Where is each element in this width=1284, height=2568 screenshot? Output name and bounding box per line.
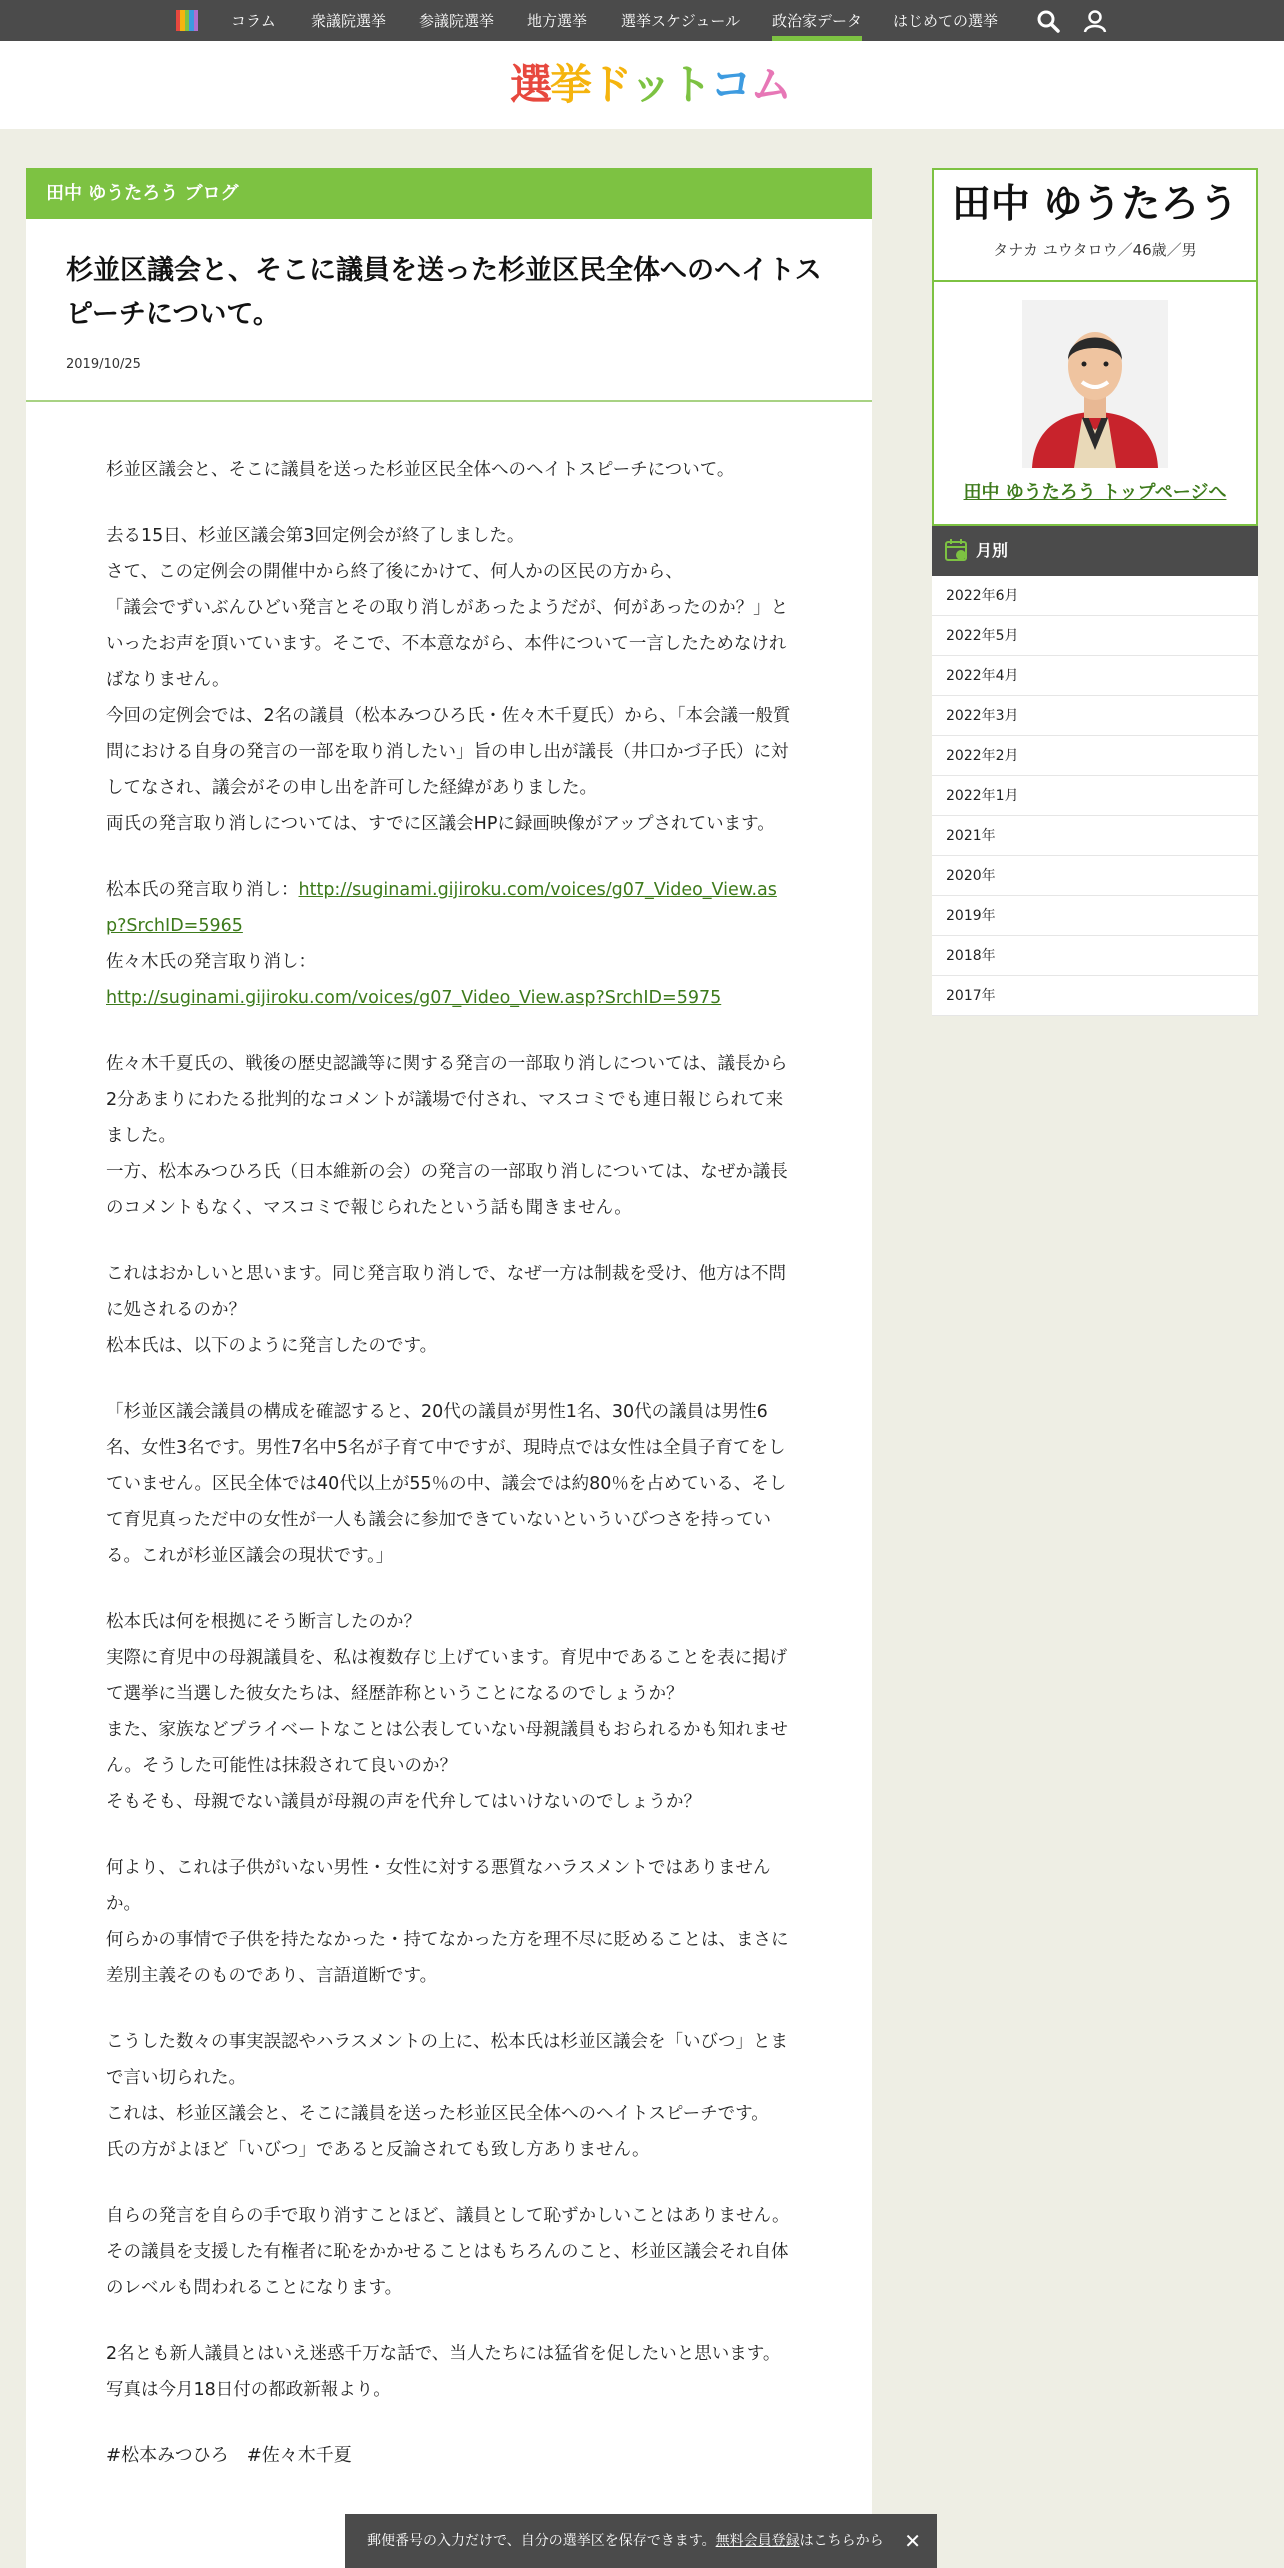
paragraph xyxy=(106,2024,792,2168)
text-line: 両氏の発言取り消しについては、すでに区議会HPに録画映像がアップされています。 xyxy=(106,814,775,834)
text-line: また、家族などプライベートなことは公表していない母親議員もおられるかも知れません。そうした可能性は抹殺されて良いのか？ xyxy=(106,1720,788,1776)
post-title: 杉並区議会と、そこに議員を送った杉並区民全体へのヘイトスピーチについて。 xyxy=(66,255,822,330)
hashtags[interactable]: #松本みつひろ #佐々木千夏 xyxy=(106,2445,352,2466)
text-line: 今回の定例会では、2名の議員（松本みつひろ氏・佐々木千夏氏）から、「本会議一般質問における自身の発言の一部を取り消したい」旨の申し出が議長（井口かづ子氏）に対してなされ、議会がその申し出を許可した経緯がありました。 xyxy=(106,706,791,798)
link-label: 松本氏の発言取り消し： xyxy=(106,880,299,900)
portrait-illustration xyxy=(1022,300,1168,468)
nav-item-councillors-election[interactable]: 参議院選挙 xyxy=(419,12,495,30)
nav-item-election-schedule[interactable]: 選挙スケジュール xyxy=(621,12,741,30)
nav-item-local-election[interactable]: 地方選挙 xyxy=(527,12,588,30)
month-item[interactable]: 2020年 xyxy=(932,856,1258,896)
text-line: そもそも、母親でない議員が母親の声を代弁してはいけないのでしょうか？ xyxy=(106,1792,701,1812)
notice-text: 郵便番号の入力だけで、自分の選挙区を保存できます。 xyxy=(367,2533,716,2549)
text-line: 写真は今月18日付の都政新報より。 xyxy=(106,2380,391,2400)
top-nav xyxy=(0,0,1284,41)
politician-photo[interactable] xyxy=(1022,300,1168,468)
logo-char: ド xyxy=(590,60,631,109)
paragraph xyxy=(106,2198,792,2306)
profile-card xyxy=(932,168,1258,526)
logo-char: ム xyxy=(750,60,791,109)
month-item[interactable]: 2022年6月 xyxy=(932,576,1258,616)
text-line: 佐々木千夏氏の、戦後の歴史認識等に関する発言の一部取り消しについては、議長から2分あまりにわたる批判的なコメントが議場で付され、マスコミでも連日報じられて来ました。 xyxy=(106,1054,788,1146)
month-item[interactable]: 2018年 xyxy=(932,936,1258,976)
matsumoto-video-link[interactable]: http://suginami.gijiroku.com/voices/g07_Video_View.asp?SrchID=5965 xyxy=(106,880,777,936)
text-line: 一方、松本みつひろ氏（日本維新の会）の発言の一部取り消しについては、なぜか議長のコメントもなく、マスコミで報じられたという話も聞きません。 xyxy=(106,1162,788,1218)
text-line: 「杉並区議会議員の構成を確認すると、20代の議員が男性1名、30代の議員は男性6名、女性3名です。男性7名中5名が子育て中ですが、現時点では女性は全員子育てをしていません。区民全体では40代以上が55％の中、議会では約80％を占めている、そして育児真っただ中の女性が一人も議会に参加できていないといういびつさを持っている。これが杉並区議会の現状です。」 xyxy=(106,1402,787,1566)
politician-top-page-link[interactable]: 田中 ゆうたろう トップページへ xyxy=(963,482,1227,503)
month-item[interactable]: 2022年1月 xyxy=(932,776,1258,816)
month-item[interactable]: 2019年 xyxy=(932,896,1258,936)
text-line: さて、この定例会の開催中から終了後にかけて、何人かの区民の方から、 xyxy=(106,562,683,582)
site-header xyxy=(0,41,1284,129)
politician-kana-age-gender: タナカ ユウタロウ／46歳／男 xyxy=(934,230,1256,282)
sidebar xyxy=(932,168,1258,1016)
blog-article xyxy=(26,168,872,2568)
blog-title-bar[interactable]: 田中 ゆうたろう ブログ xyxy=(26,168,872,219)
free-signup-link[interactable]: 無料会員登録 xyxy=(715,2533,800,2549)
text-line: こうした数々の事実誤認やハラスメントの上に、松本氏は杉並区議会を「いびつ」とまで言い切られた。 xyxy=(106,2032,788,2088)
paragraph xyxy=(106,1850,792,1994)
nav-item-column[interactable]: コラム xyxy=(231,12,276,30)
post-date: 2019/10/25 xyxy=(66,357,141,372)
close-icon[interactable]: ✕ xyxy=(904,2529,921,2553)
month-item[interactable]: 2022年2月 xyxy=(932,736,1258,776)
logo-char: 挙 xyxy=(550,60,591,109)
calendar-icon xyxy=(944,538,968,562)
paragraph xyxy=(106,2336,792,2408)
politician-name: 田中 ゆうたろう xyxy=(951,182,1239,227)
paragraph xyxy=(106,452,792,488)
site-logo[interactable] xyxy=(510,60,791,109)
nav-item-first-election[interactable]: はじめての選挙 xyxy=(893,12,999,30)
text-line: 杉並区議会と、そこに議員を送った杉並区民全体へのヘイトスピーチについて。 xyxy=(106,460,735,480)
monthly-heading-label: 月別 xyxy=(976,541,1009,560)
signup-notice-bar xyxy=(345,2514,937,2568)
post-body xyxy=(26,402,872,2474)
text-line: 2名とも新人議員とはいえ迷惑千万な話で、当人たちには猛省を促したいと思います。 xyxy=(106,2344,781,2364)
paragraph xyxy=(106,1046,792,1226)
nav-item-politician-data[interactable]: 政治家データ xyxy=(772,0,862,41)
paragraph xyxy=(106,518,792,842)
text-line: 「議会でずいぶんひどい発言とその取り消しがあったようだが、何があったのか？」といったお声を頂いています。そこで、不本意ながら、本件について一言したためなければなりません。 xyxy=(106,598,789,690)
paragraph xyxy=(106,1256,792,1364)
paragraph-quote xyxy=(106,1394,792,1574)
month-item[interactable]: 2017年 xyxy=(932,976,1258,1016)
month-item[interactable]: 2021年 xyxy=(932,816,1258,856)
month-item[interactable]: 2022年5月 xyxy=(932,616,1258,656)
month-item[interactable]: 2022年3月 xyxy=(932,696,1258,736)
text-line: 松本氏は何を根拠にそう断言したのか？ xyxy=(106,1612,421,1632)
text-line: 氏の方がよほど「いびつ」であると反論されても致し方ありません。 xyxy=(106,2140,650,2160)
paragraph xyxy=(106,1604,792,1820)
text-line: 松本氏は、以下のように発言したのです。 xyxy=(106,1336,438,1356)
text-line: 去る15日、杉並区議会第3回定例会が終了しました。 xyxy=(106,526,525,546)
link-label: 佐々木氏の発言取り消し： xyxy=(106,952,316,972)
logo-char: コ xyxy=(710,60,751,109)
monthly-archive-heading xyxy=(932,526,1258,576)
post-header xyxy=(26,219,872,402)
text-line: 自らの発言を自らの手で取り消すことほど、議員として恥ずかしいことはありません。 xyxy=(106,2206,790,2226)
user-icon[interactable] xyxy=(1082,8,1108,34)
logo-char: ッ xyxy=(630,60,671,109)
search-icon[interactable] xyxy=(1035,8,1061,34)
text-line: 実際に育児中の母親議員を、私は複数存じ上げています。育児中であることを表に掲げて選挙に当選した彼女たちは、経歴詐称ということになるのでしょうか？ xyxy=(106,1648,788,1704)
site-mini-logo-icon[interactable] xyxy=(176,10,198,31)
text-line: 何より、これは子供がいない男性・女性に対する悪質なハラスメントではありませんか。 xyxy=(106,1858,771,1914)
text-line: 何らかの事情で子供を持たなかった・持てなかった方を理不尽に貶めることは、まさに差別主義そのものであり、言語道断です。 xyxy=(106,1930,789,1986)
paragraph-links xyxy=(106,872,792,1016)
nav-item-house-election[interactable]: 衆議院選挙 xyxy=(311,12,387,30)
logo-char: 選 xyxy=(510,60,551,109)
logo-char: ト xyxy=(670,60,711,109)
text-line: その議員を支援した有権者に恥をかかせることはもちろんのこと、杉並区議会それ自体のレベルも問われることになります。 xyxy=(106,2242,789,2298)
month-item[interactable]: 2022年4月 xyxy=(932,656,1258,696)
text-line: これはおかしいと思います。同じ発言取り消しで、なぜ一方は制裁を受け、他方は不問に処されるのか？ xyxy=(106,1264,787,1320)
notice-text: はこちらから xyxy=(799,2533,884,2549)
text-line: これは、杉並区議会と、そこに議員を送った杉並区民全体へのヘイトスピーチです。 xyxy=(106,2104,769,2124)
sasaki-video-link[interactable]: http://suginami.gijiroku.com/voices/g07_Video_View.asp?SrchID=5975 xyxy=(106,988,722,1008)
